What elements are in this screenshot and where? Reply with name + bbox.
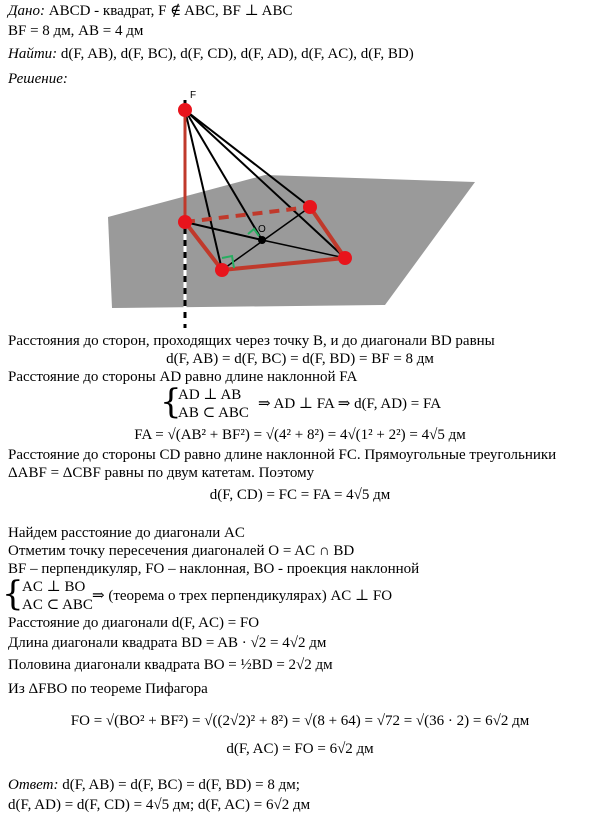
given-label: Дано: bbox=[8, 3, 45, 19]
answer-label: Ответ: bbox=[8, 777, 59, 793]
line-1: Расстояния до сторон, проходящих через точку B, и до диагонали BD равны bbox=[8, 333, 495, 349]
system1-brace: { bbox=[160, 382, 182, 422]
line-12: Длина диагонали квадрата BD = AB · √2 = 4√2 дм bbox=[8, 635, 327, 651]
system2-b: AC ⊂ ABC bbox=[22, 597, 93, 613]
line-14: Из ΔFBO по теореме Пифагора bbox=[8, 681, 208, 697]
line-15: FO = √(BO² + BF²) = √((2√2)² + 8²) = √(8 + 64) = √72 = √(36 · 2) = 6√2 дм bbox=[70, 713, 530, 729]
line-13: Половина диагонали квадрата BO = ½BD = 2√2 дм bbox=[8, 657, 333, 673]
answer-line-2: d(F, AD) = d(F, CD) = 4√5 дм; d(F, AC) = 6√2 дм bbox=[8, 797, 311, 813]
system2-brace: { bbox=[2, 574, 24, 614]
system1-b: AB ⊂ ABC bbox=[178, 405, 249, 421]
find-label: Найти: bbox=[8, 46, 58, 62]
given-line bbox=[8, 2, 293, 20]
line-4: FA = √(AB² + BF²) = √(4² + 8²) = 4√(1² + 2²) = 4√5 дм bbox=[134, 427, 466, 443]
solution-label: Решение: bbox=[8, 71, 68, 87]
vertex-c bbox=[303, 200, 317, 214]
line-5: Расстояние до стороны CD равно длине наклонной FC. Прямоугольные треугольники bbox=[8, 447, 557, 463]
label-o: O bbox=[258, 224, 266, 235]
label-f: F bbox=[190, 90, 197, 101]
given-values: BF = 8 дм, AB = 4 дм bbox=[8, 23, 144, 39]
find-line bbox=[8, 45, 414, 63]
vertex-b bbox=[178, 215, 192, 229]
line-16: d(F, AC) = FO = 6√2 дм bbox=[226, 741, 374, 757]
system1-result: ⇒ AD ⊥ FA ⇒ d(F, AD) = FA bbox=[258, 396, 442, 412]
line-10: BF – перпендикуляр, FO – наклонная, BO - проекция наклонной bbox=[8, 561, 420, 577]
line-2: d(F, AB) = d(F, BC) = d(F, BD) = BF = 8 дм bbox=[166, 351, 434, 367]
line-6: ΔABF = ΔCBF равны по двум катетам. Поэтому bbox=[8, 465, 315, 481]
plane-abc bbox=[108, 175, 475, 308]
line-7: d(F, CD) = FC = FA = 4√5 дм bbox=[209, 487, 391, 503]
find-text: d(F, AB), d(F, BC), d(F, CD), d(F, AD), d(F, AC), d(F, BD) bbox=[60, 46, 414, 62]
vertex-a bbox=[215, 263, 229, 277]
answer-text-1: d(F, AB) = d(F, BC) = d(F, BD) = 8 дм; bbox=[62, 777, 300, 793]
point-o bbox=[258, 236, 266, 244]
system2-result: ⇒ (теорема о трех перпендикулярах) AC ⊥ FO bbox=[92, 588, 393, 604]
system2-a: AC ⊥ BO bbox=[22, 579, 86, 595]
line-11: Расстояние до диагонали d(F, AC) = FO bbox=[8, 615, 260, 631]
line-3: Расстояние до стороны AD равно длине наклонной FA bbox=[8, 369, 358, 385]
system1-a: AD ⊥ AB bbox=[178, 387, 242, 403]
pyramid-figure bbox=[0, 88, 600, 333]
line-9: Отметим точку пересечения диагоналей O = AC ∩ BD bbox=[8, 543, 355, 559]
vertex-d bbox=[338, 251, 352, 265]
given-text: ABCD - квадрат, F ∉ ABC, BF ⊥ ABC bbox=[48, 3, 293, 19]
answer-line-1 bbox=[8, 776, 300, 794]
vertex-f bbox=[178, 103, 192, 117]
line-8: Найдем расстояние до диагонали AC bbox=[8, 525, 245, 541]
